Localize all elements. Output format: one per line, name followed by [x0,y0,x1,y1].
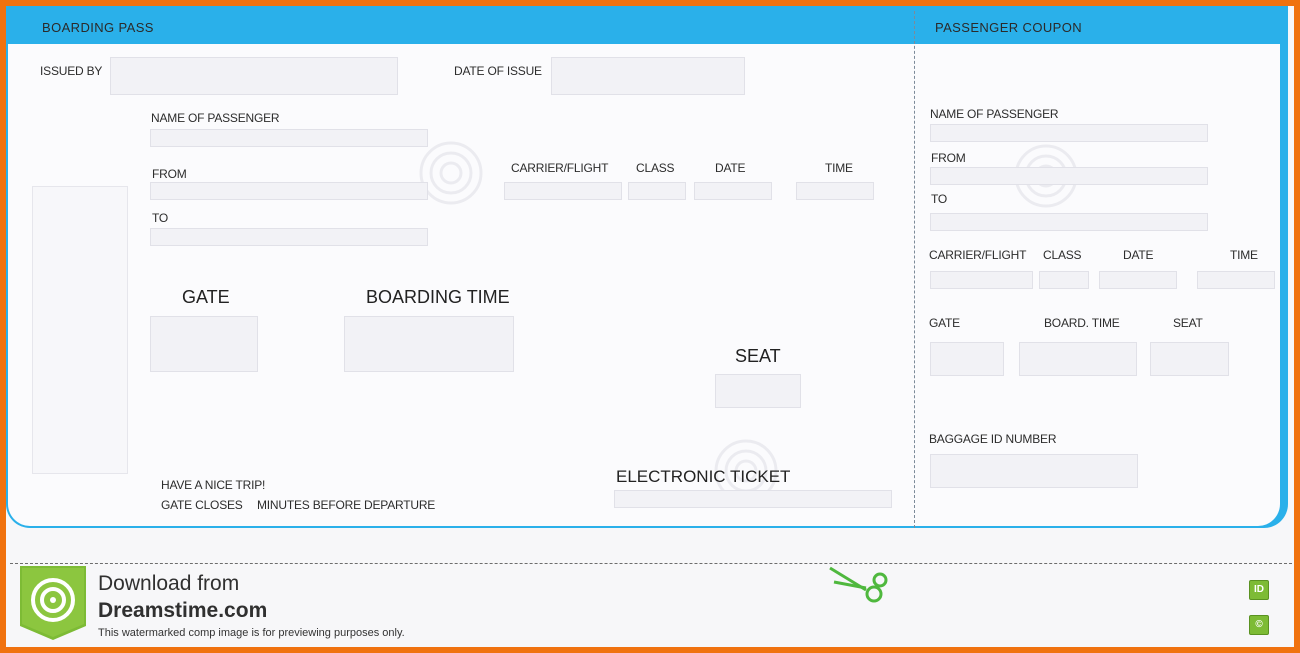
coupon-board-time-label: BOARD. TIME [1044,316,1120,330]
boarding-time-field[interactable] [344,316,514,372]
issued-by-field[interactable] [110,57,398,95]
carrier-flight-field[interactable] [504,182,622,200]
gate-closes-text: GATE CLOSES [161,498,243,512]
coupon-board-time-field[interactable] [1019,342,1137,376]
electronic-ticket-field[interactable] [614,490,892,508]
gate-label: GATE [182,287,230,307]
coupon-carrier-flight-label: CARRIER/FLIGHT [929,248,1027,262]
gate-field[interactable] [150,316,258,372]
coupon-carrier-flight-field[interactable] [930,271,1033,289]
page-canvas [6,6,1294,647]
scissors-icon [826,564,896,610]
passenger-name-label: NAME OF PASSENGER [151,111,280,125]
class-field[interactable] [628,182,686,200]
coupon-seat-field[interactable] [1150,342,1229,376]
coupon-date-label: DATE [1123,248,1154,262]
passenger-coupon-title: PASSENGER COUPON [935,20,1083,35]
coupon-time-field[interactable] [1197,271,1275,289]
dreamstime-logo-icon [20,566,86,640]
to-label: TO [152,211,169,225]
passenger-name-field[interactable] [150,129,428,147]
boarding-pass-title: BOARDING PASS [42,20,154,35]
coupon-to-label: TO [931,192,948,206]
coupon-class-label: CLASS [1043,248,1082,262]
date-of-issue-label: DATE OF ISSUE [454,64,542,78]
copyright-icon[interactable] [1249,615,1269,635]
id-icon[interactable] [1249,580,1269,600]
from-label: FROM [152,167,187,181]
seat-label: SEAT [735,346,781,366]
boarding-pass-ticket [6,6,1288,528]
boarding-time-label: BOARDING TIME [366,287,510,307]
class-label: CLASS [636,161,675,175]
date-label: DATE [715,161,746,175]
coupon-class-field[interactable] [1039,271,1089,289]
watermark-notice: This watermarked comp image is for previewing purposes only. [98,627,405,639]
time-label: TIME [825,161,853,175]
coupon-passenger-name-field[interactable] [930,124,1208,142]
coupon-passenger-name-label: NAME OF PASSENGER [930,107,1059,121]
id-icon-label: ID [1254,584,1264,595]
issued-by-label: ISSUED BY [40,64,103,78]
coupon-gate-label: GATE [929,316,960,330]
perforation-line [914,11,915,528]
coupon-from-field[interactable] [930,167,1208,185]
coupon-from-label: FROM [931,151,966,165]
coupon-time-label: TIME [1230,248,1258,262]
cut-line [10,563,1292,564]
time-field[interactable] [796,182,874,200]
coupon-seat-label: SEAT [1173,316,1203,330]
coupon-baggage-id-label: BAGGAGE ID NUMBER [929,432,1057,446]
carrier-flight-label: CARRIER/FLIGHT [511,161,609,175]
copyright-icon-label: © [1255,619,1263,630]
download-from-text: Download from [98,572,240,595]
dreamstime-site-link[interactable]: Dreamstime.com [98,599,268,622]
seat-field[interactable] [715,374,801,408]
coupon-date-field[interactable] [1099,271,1177,289]
coupon-baggage-id-field[interactable] [930,454,1138,488]
date-of-issue-field[interactable] [551,57,745,95]
date-field[interactable] [694,182,772,200]
coupon-gate-field[interactable] [930,342,1004,376]
stub-placeholder [32,186,128,474]
minutes-before-text: MINUTES BEFORE DEPARTURE [257,498,436,512]
to-field[interactable] [150,228,428,246]
coupon-to-field[interactable] [930,213,1208,231]
from-field[interactable] [150,182,428,200]
nice-trip-text: HAVE A NICE TRIP! [161,478,266,492]
electronic-ticket-label: ELECTRONIC TICKET [616,467,791,486]
